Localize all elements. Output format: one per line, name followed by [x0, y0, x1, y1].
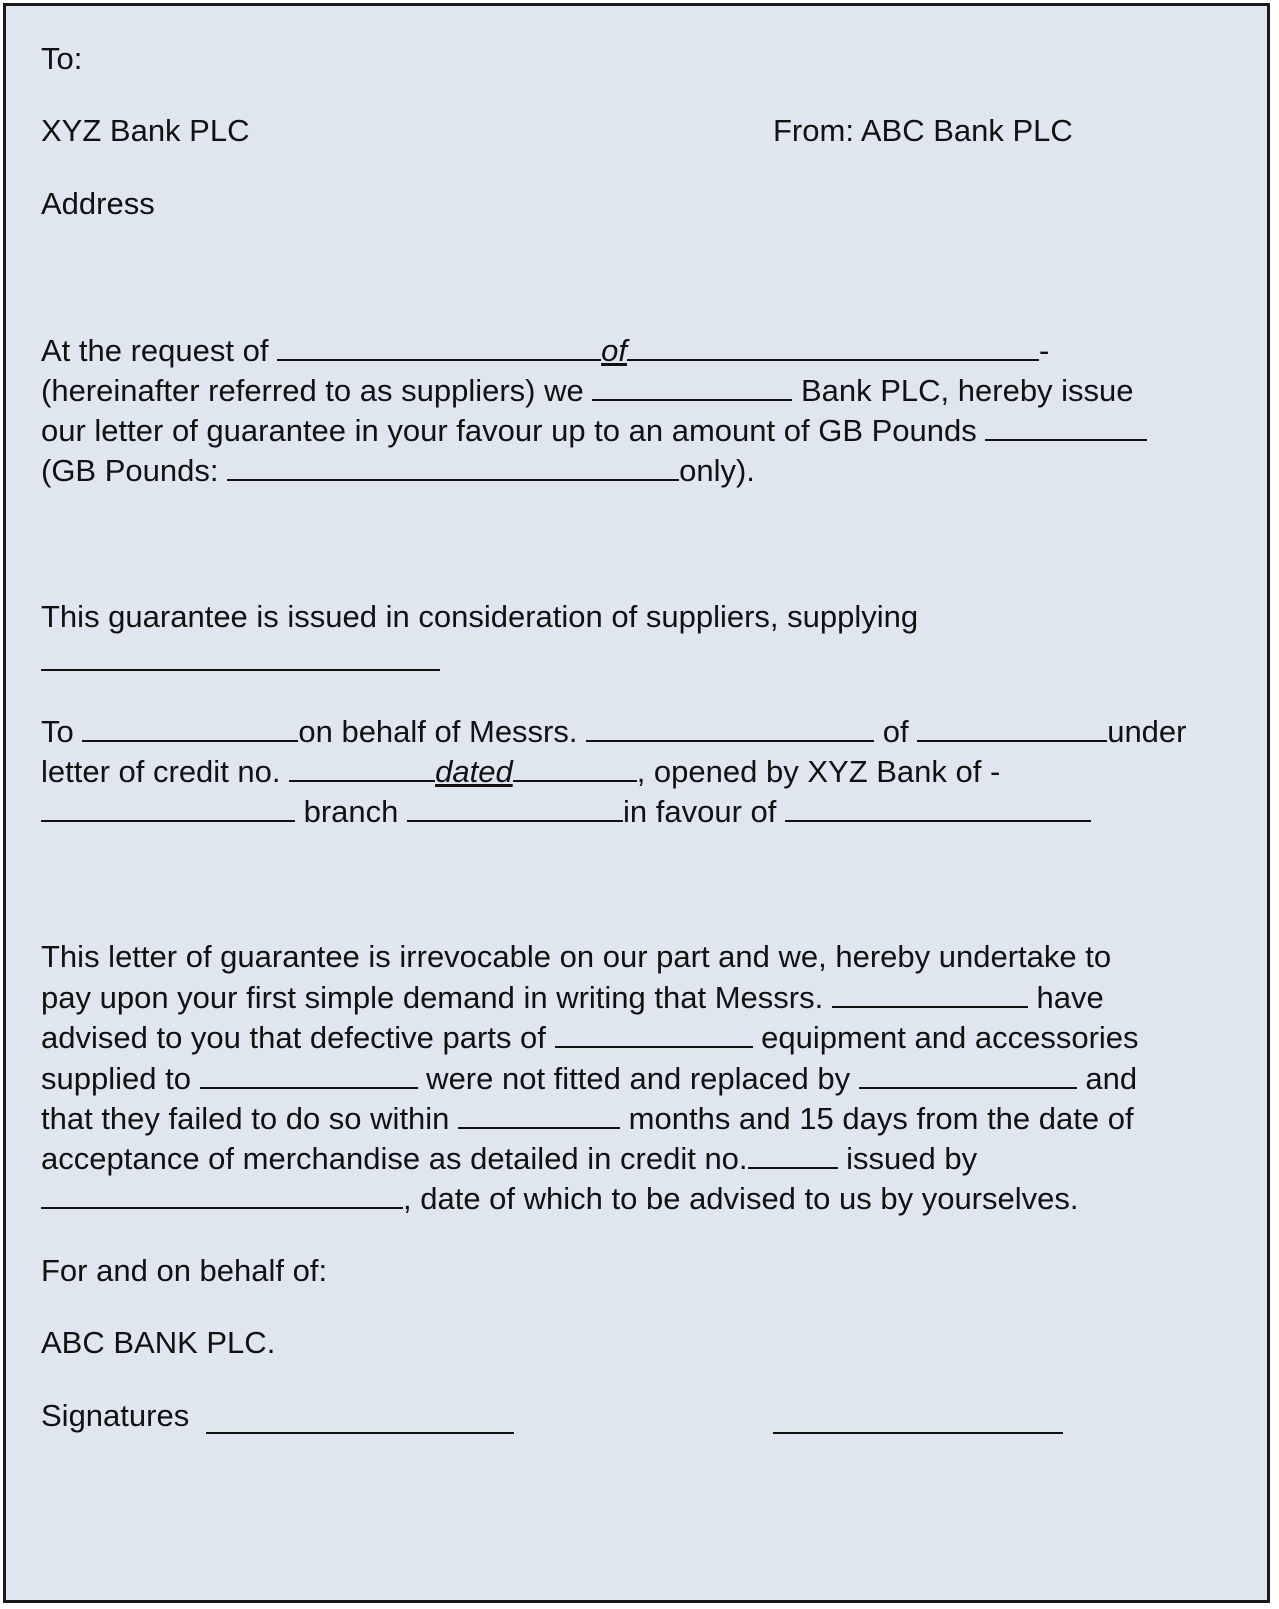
para1-text: (GB Pounds: — [41, 453, 228, 488]
blank-field — [859, 1057, 1077, 1089]
address-label: Address — [41, 186, 155, 221]
para3-text: in favour of — [623, 794, 785, 829]
blank-field — [41, 669, 440, 671]
blank-field — [627, 329, 1039, 361]
blank-field — [985, 409, 1147, 441]
blank-field — [407, 790, 623, 822]
para1-dash: - — [1038, 333, 1050, 368]
para1-text: (hereinafter referred to as suppliers) we — [41, 373, 593, 408]
para4-text: advised to you that defective parts of — [41, 1020, 555, 1055]
para3-line2 — [41, 750, 1000, 792]
para4-line3 — [41, 1016, 1139, 1058]
para1-text: our letter of guarantee in your favour up to an amount of GB Pounds — [41, 413, 986, 448]
blank-field — [592, 369, 792, 401]
para3-text: , opened by XYZ Bank of - — [636, 754, 1001, 789]
blank-field — [41, 1177, 403, 1209]
blank-field — [200, 1057, 418, 1089]
para3-text: under — [1107, 714, 1187, 749]
para4-text: months and 15 days from the date of — [620, 1101, 1134, 1136]
para4-line5 — [41, 1097, 1134, 1139]
para1-text: only). — [679, 453, 755, 488]
blank-field — [555, 1016, 753, 1048]
para3-text: on behalf of Messrs. — [298, 714, 587, 749]
para4-text: and — [1076, 1061, 1138, 1096]
on-behalf-label: For and on behalf of: — [41, 1253, 328, 1288]
para1-line2 — [41, 369, 1134, 411]
para3-text: of — [874, 714, 918, 749]
para4-text: acceptance of merchandise as detailed in credit no. — [41, 1141, 748, 1176]
blank-field — [513, 750, 637, 782]
sender-bank: From: ABC Bank PLC — [773, 113, 1073, 148]
para1-text: Bank PLC, hereby issue — [792, 373, 1134, 408]
para1-line3 — [41, 409, 1147, 451]
blank-field — [277, 329, 601, 361]
para3-line1 — [41, 710, 1187, 752]
blank-field — [458, 1097, 620, 1129]
para4-line2 — [41, 976, 1104, 1018]
blank-field — [227, 449, 679, 481]
para2-line1: This guarantee is issued in consideration of suppliers, supplying — [41, 599, 919, 634]
blank-field — [41, 790, 295, 822]
blank-field — [289, 750, 435, 782]
para4-text: supplied to — [41, 1061, 200, 1096]
para4-text: equipment and accessories — [752, 1020, 1139, 1055]
para4-text: have — [1027, 980, 1104, 1015]
para4-text: , date of which to be advised to us by yourselves. — [403, 1181, 1079, 1216]
bank-signatory: ABC BANK PLC. — [41, 1325, 276, 1360]
para4-text: issued by — [837, 1141, 978, 1176]
para1-line4 — [41, 449, 755, 491]
signature-line-1 — [206, 1432, 514, 1434]
to-label: To: — [41, 41, 83, 76]
para4-text: were not fitted and replaced by — [417, 1061, 859, 1096]
para3-text: letter of credit no. — [41, 754, 290, 789]
recipient-bank: XYZ Bank PLC — [41, 113, 250, 148]
para1-text: At the request of — [41, 333, 278, 368]
signature-line-2 — [773, 1432, 1063, 1434]
para3-text: branch — [295, 794, 408, 829]
para4-line7 — [41, 1177, 1079, 1219]
para4-line1: This letter of guarantee is irrevocable on our part and we, hereby undertake to — [41, 939, 1112, 974]
blank-field — [832, 976, 1028, 1008]
para4-line6 — [41, 1137, 977, 1179]
para4-text: pay upon your first simple demand in writing that Messrs. — [41, 980, 832, 1015]
para1-line1 — [41, 329, 1049, 371]
blank-field — [748, 1137, 838, 1169]
para4-text: that they failed to do so within — [41, 1101, 459, 1136]
blank-field — [82, 710, 298, 742]
para3-dated: dated — [435, 754, 513, 789]
para1-of: of — [601, 333, 627, 368]
signatures-label: Signatures — [41, 1398, 198, 1433]
blank-field — [785, 790, 1091, 822]
para3-text: To — [41, 714, 83, 749]
para4-line4 — [41, 1057, 1137, 1099]
blank-field — [586, 710, 874, 742]
para3-line3 — [41, 790, 1091, 832]
blank-field — [917, 710, 1107, 742]
